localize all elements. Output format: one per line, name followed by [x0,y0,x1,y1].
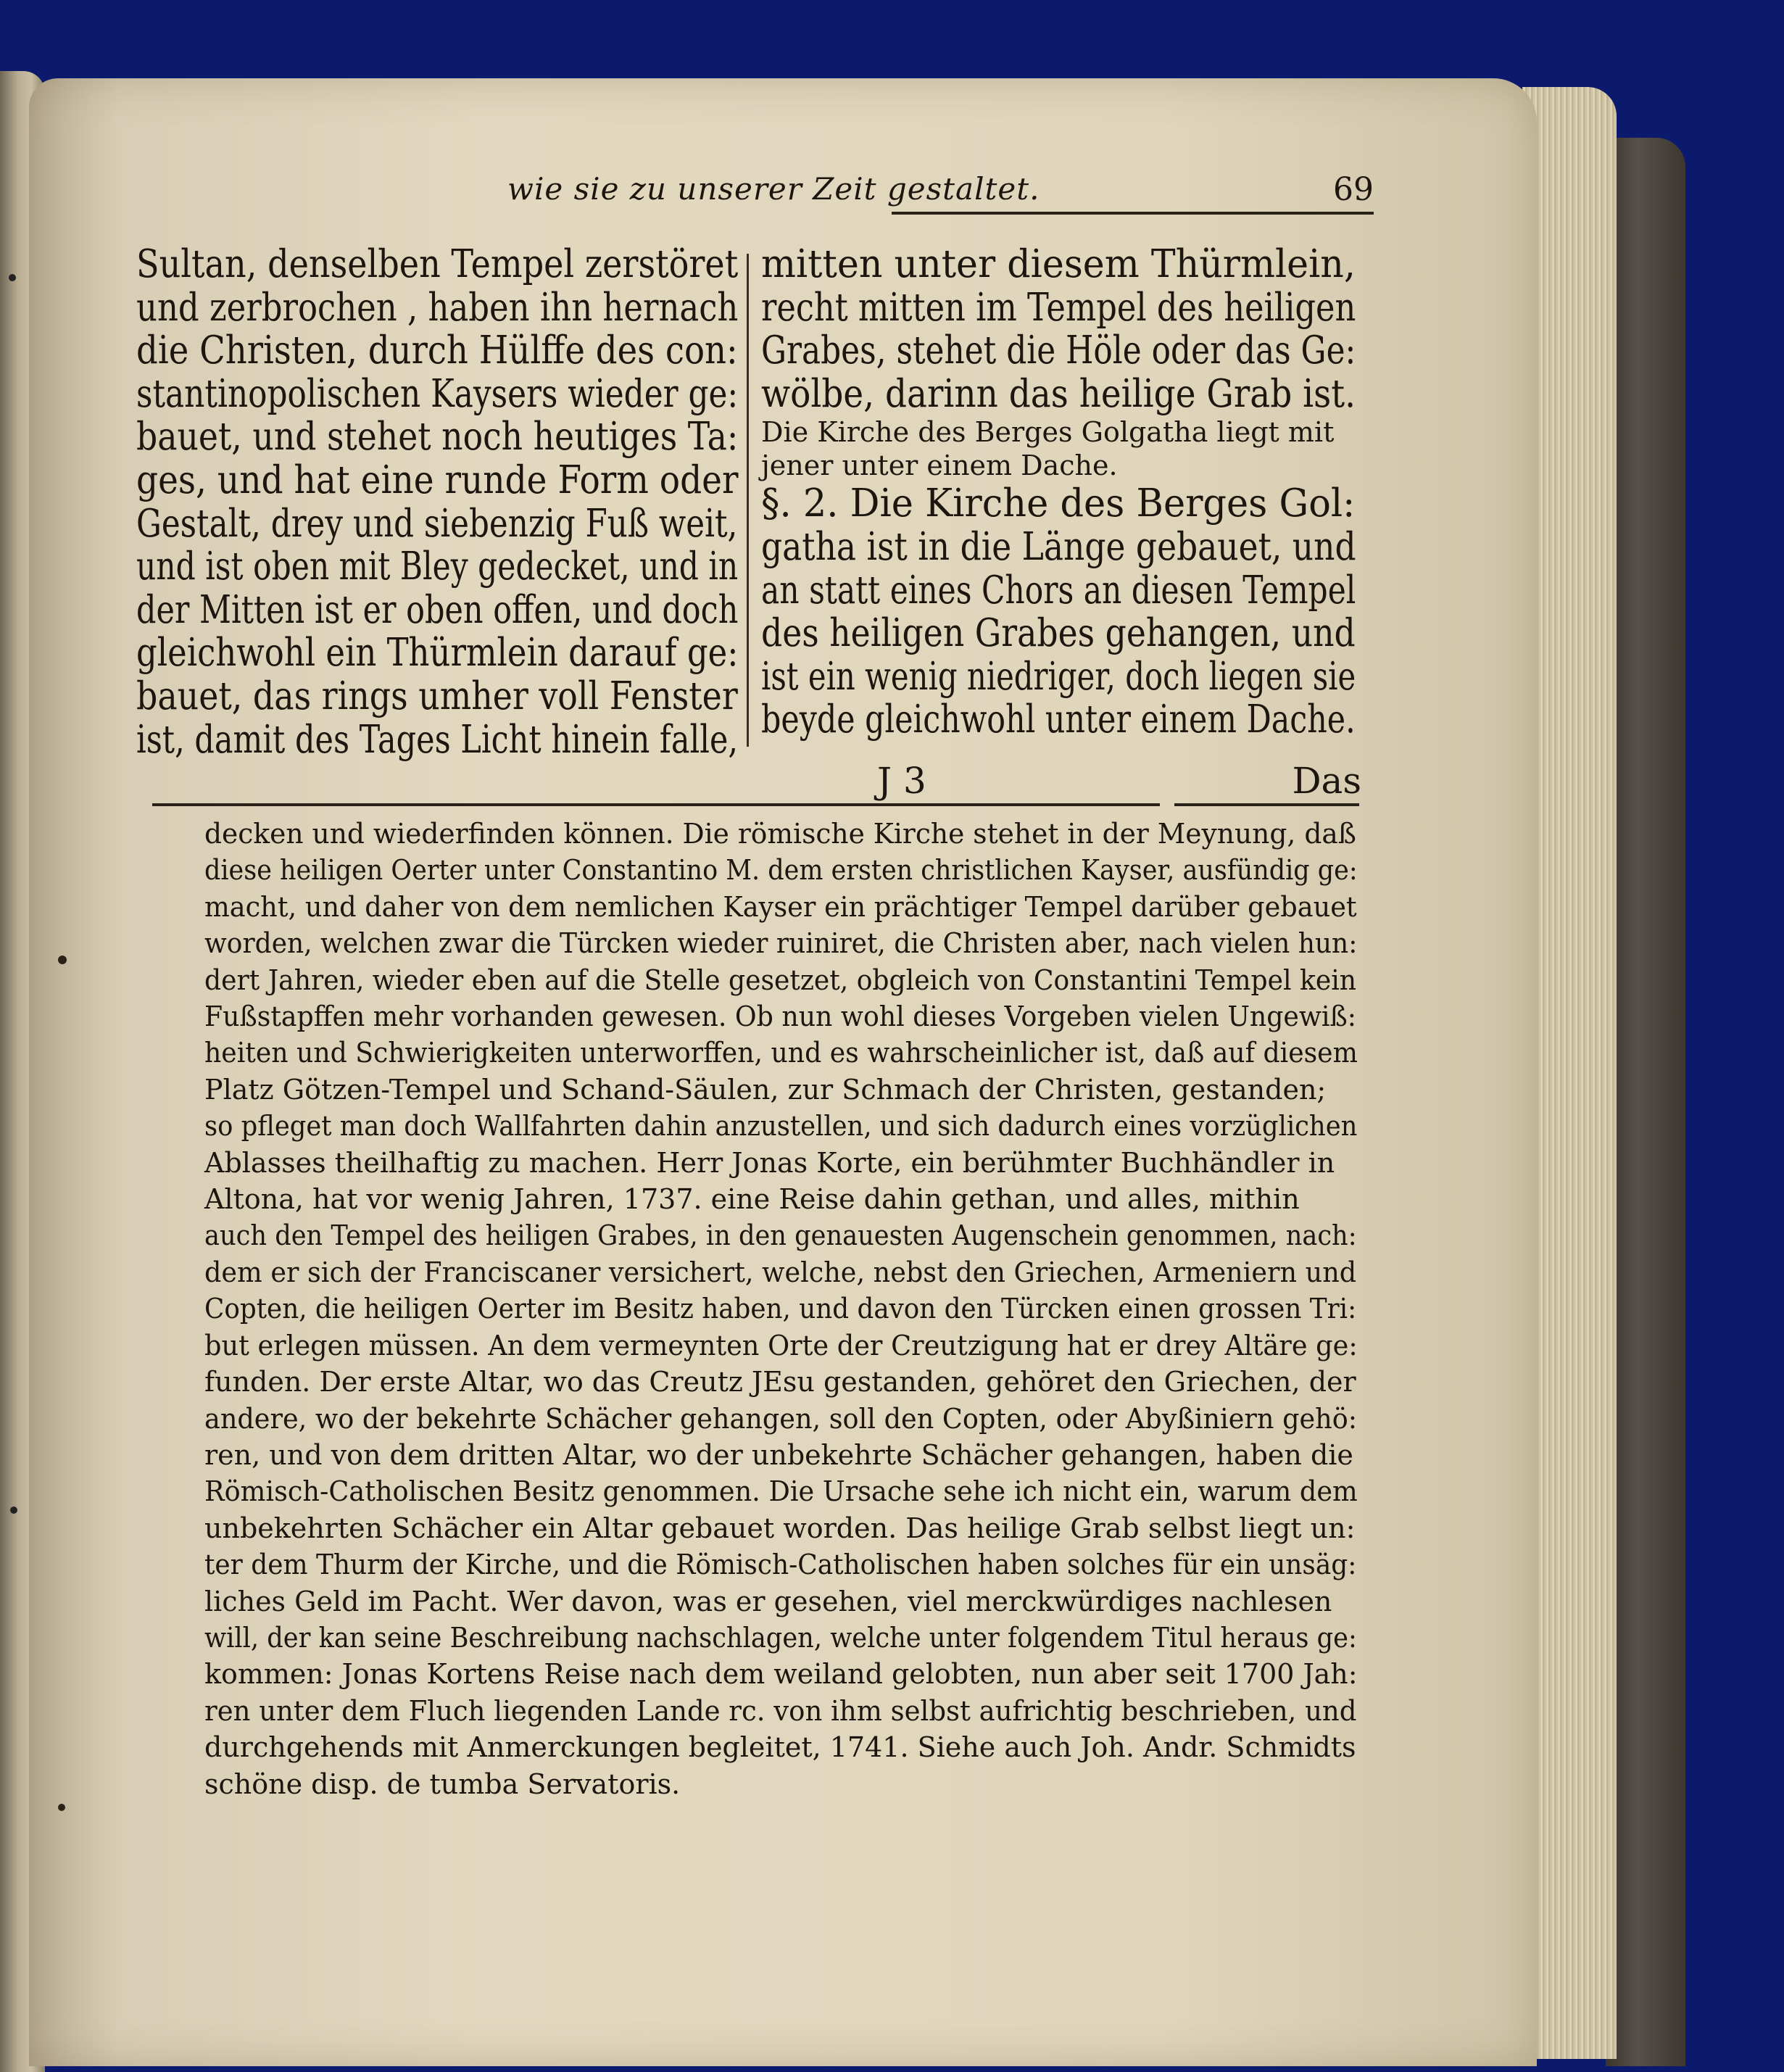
footnote-line: ren, und von dem dritten Altar, wo der unbekehrte Schächer gehangen, haben die [204,1438,1353,1471]
header-rule [892,212,1374,215]
footnote-line: dert Jahren, wieder eben auf die Stelle gesetzet, obgleich von Constantini Tempel kein [204,964,1357,996]
footnote-line: decken und wiederfinden können. Die römische Kirche stehet in der Meynung, daß [204,818,1356,850]
footnote-line: but erlegen müssen. An dem vermeynten Orte der Creutzigung hat er drey Altäre ge: [204,1329,1358,1362]
ink-speck [58,956,67,964]
footnote-line: Ablasses theilhaftig zu machen. Herr Jonas Korte, ein berühmter Buchhändler in [204,1146,1335,1179]
text-line: und zerbrochen , haben ihn hernach [136,285,739,330]
text-line: beyde gleichwohl unter einem Dache. [761,697,1356,742]
column-divider [747,254,749,747]
text-line: und ist oben mit Bley gedecket, und in [136,544,739,589]
heading-line: Die Kirche des Berges Golgatha liegt mit [761,416,1335,449]
footnote-line: Römisch-Catholischen Besitz genommen. Die Ursache sehe ich nicht ein, warum dem [204,1475,1358,1508]
text-line: recht mitten im Tempel des heiligen [761,285,1356,330]
footnote-line: durchgehends mit Anmerckungen begleitet, 1741. Siehe auch Joh. Andr. Schmidts [204,1731,1356,1764]
heading-line: jener unter einem Dache. [761,449,1118,482]
text-line: Grabes, stehet die Höle oder das Ge: [761,328,1356,373]
footnote-line: Fußstapffen mehr vorhanden gewesen. Ob nun wohl dieses Vorgeben vielen Ungewiß: [204,1000,1356,1033]
text-line: ges, und hat eine runde Form oder [136,457,739,502]
page-mark [9,274,16,281]
text-line: mitten unter diesem Thürmlein, [761,242,1356,286]
left-column [136,243,745,761]
footnote-line: ren unter dem Fluch liegenden Lande rc. von ihm selbst aufrichtig beschrieben, und [204,1694,1357,1727]
text-line: der Mitten ist er oben offen, und doch [136,587,739,632]
running-title: wie sie zu unserer Zeit gestaltet. [507,171,1040,207]
footnote-line: Copten, die heiligen Oerter im Besitz haben, und davon den Türcken einen grossen Tri: [204,1293,1357,1325]
signature-mark: J 3 [877,760,926,802]
footnote-line: unbekehrten Schächer ein Altar gebauet worden. Das heilige Grab selbst liegt un: [204,1512,1356,1544]
footnote-line: will, der kan seine Beschreibung nachschlagen, welche unter folgendem Titul heraus ge: [204,1621,1357,1654]
text-line: bauet, und stehet noch heutiges Ta: [136,415,739,460]
footnote-line: diese heiligen Oerter unter Constantino M. dem ersten christlichen Kayser, ausfündig ge: [204,854,1358,887]
footnote-line: liches Geld im Pacht. Wer davon, was er gesehen, viel merckwürdiges nachlesen [204,1585,1332,1617]
text-line: wölbe, darinn das heilige Grab ist. [761,371,1356,416]
footnote-line: Platz Götzen-Tempel und Schand-Säulen, zur Schmach der Christen, gestanden; [204,1073,1327,1106]
footnote-rule-right [1174,803,1359,806]
text-line: bauet, das rings umher voll Fenster [136,674,738,718]
running-header [116,171,1374,215]
footnote-line: kommen: Jonas Kortens Reise nach dem weiland gelobten, nun aber seit 1700 Jah: [204,1658,1358,1691]
footnote-line: dem er sich der Franciscaner versichert, welche, nebst den Griechen, Armeniern und [204,1256,1357,1288]
text-line: ist ein wenig niedriger, doch liegen sie [761,654,1356,699]
page-number: 69 [1333,171,1374,208]
right-column [761,243,1361,742]
footnote-line: funden. Der erste Altar, wo das Creutz JEsu gestanden, gehöret den Griechen, der [204,1366,1356,1398]
footnote-line: Altona, hat vor wenig Jahren, 1737. eine Reise dahin gethan, und alles, mithin [204,1183,1300,1216]
section-heading [761,415,1361,482]
footnote-line: auch den Tempel des heiligen Grabes, in den genauesten Augenschein genommen, nach: [204,1219,1357,1252]
text-line: an statt eines Chors an diesen Tempel [761,568,1356,613]
text-line: stantinopolischen Kaysers wieder ge: [136,371,739,416]
footnote-line: worden, welchen zwar die Türcken wieder ruiniret, die Christen aber, nach vielen hun: [204,927,1358,960]
text-line: des heiligen Grabes gehangen, und [761,611,1356,656]
footnote-line: macht, und daher von dem nemlichen Kayser ein prächtiger Tempel darüber gebauet [204,890,1357,923]
text-line: §. 2. Die Kirche des Berges Gol: [761,481,1356,526]
footnote-line: andere, wo der bekehrte Schächer gehangen, soll den Copten, oder Abyßiniern gehö: [204,1402,1358,1435]
book-binding [1606,138,1685,2066]
text-line: Gestalt, drey und siebenzig Fuß weit, [136,501,738,546]
text-line: Sultan, denselben Tempel zerstöret [136,242,739,286]
footnote-line: so pfleget man doch Wallfahrten dahin anzustellen, und sich dadurch eines vorzüglichen [204,1110,1358,1143]
ink-speck [58,1804,65,1811]
text-line: die Christen, durch Hülffe des con: [136,328,738,373]
text-line: gatha ist in die Länge gebauet, und [761,524,1356,569]
footnote-line: heiten und Schwierigkeiten unterworffen, und es wahrscheinlicher ist, daß auf diesem [204,1037,1358,1069]
catchword: Das [1292,760,1361,802]
text-line: ist, damit des Tages Licht hinein falle, [136,717,739,762]
page-mark [10,1507,17,1514]
footnote-rule [152,803,1160,806]
footnote-line: schöne disp. de tumba Servatoris. [204,1768,681,1800]
footnote [204,816,1361,1802]
footnote-line: ter dem Thurm der Kirche, und die Römisch-Catholischen haben solches für ein unsäg: [204,1549,1357,1581]
text-line: gleichwohl ein Thürmlein darauf ge: [136,631,739,676]
